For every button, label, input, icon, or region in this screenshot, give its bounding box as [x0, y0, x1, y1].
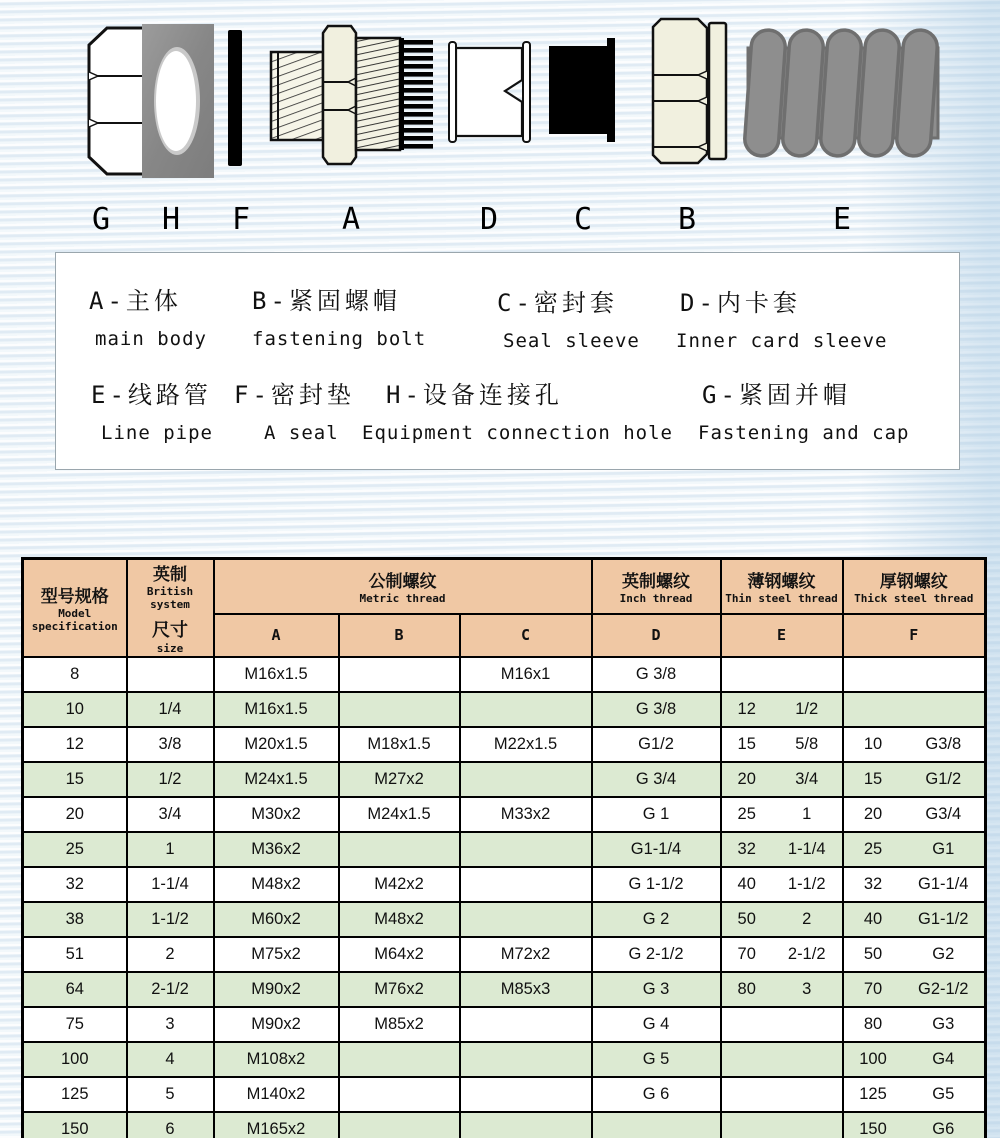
legend-item-c [497, 283, 640, 352]
subheader-c: C [460, 614, 592, 657]
legend-label-en: A seal [264, 422, 339, 444]
header-thin-steel-thread [721, 559, 843, 614]
cell-a: M90x2 [214, 972, 339, 1007]
cell-value: 70 [737, 944, 756, 963]
cell-d: G 4 [592, 1007, 721, 1042]
cell-c [460, 692, 592, 727]
legend-item-d [676, 283, 888, 352]
header-group-en: Metric thread [359, 592, 446, 606]
legend-label-cn: B-紧固螺帽 [252, 287, 401, 315]
table-row [23, 902, 986, 937]
table-row [23, 797, 986, 832]
part-label-f: F [232, 202, 251, 237]
header-model-en: Model specification [31, 607, 118, 634]
cell-e [721, 1042, 843, 1077]
cell-size: 6 [127, 1112, 214, 1138]
legend-label-en: Seal sleeve [503, 330, 640, 352]
cell-size: 2 [127, 937, 214, 972]
cell-value: 40 [737, 874, 756, 893]
part-e-line-pipe-illustration [740, 22, 945, 164]
cell-size: 3 [127, 1007, 214, 1042]
table-row [23, 832, 986, 867]
cell-f [843, 657, 986, 692]
cell-d: G 2-1/2 [592, 937, 721, 972]
header-british-en: British system [146, 585, 194, 612]
cell-value: G3/4 [925, 804, 962, 823]
cell-f [843, 902, 986, 937]
cell-value: 15 [863, 769, 883, 788]
part-label-c: C [574, 202, 593, 237]
cell-model: 8 [23, 657, 127, 692]
cell-c [460, 1042, 592, 1077]
cell-value: 25 [863, 839, 883, 858]
cell-f [843, 692, 986, 727]
part-label-b: B [678, 202, 697, 237]
table-row [23, 1112, 986, 1138]
cell-a: M16x1.5 [214, 692, 339, 727]
cell-value: 20 [863, 804, 883, 823]
subheader-a: A [214, 614, 339, 657]
part-label-e: E [833, 202, 852, 237]
cell-a: M90x2 [214, 1007, 339, 1042]
cell-value: 3/4 [795, 769, 819, 788]
legend-item-f [234, 375, 355, 444]
cell-f [843, 1042, 986, 1077]
cell-e [721, 692, 843, 727]
table-row [23, 657, 986, 692]
cell-c: M85x3 [460, 972, 592, 1007]
cell-value: 50 [737, 909, 756, 928]
cell-c [460, 902, 592, 937]
cell-model: 150 [23, 1112, 127, 1138]
cell-b: M48x2 [339, 902, 460, 937]
cell-value: 1-1/2 [787, 874, 826, 893]
header-thick-steel-thread [843, 559, 986, 614]
cell-f [843, 1112, 986, 1138]
cell-value: 125 [859, 1084, 887, 1103]
cell-model: 25 [23, 832, 127, 867]
header-metric-thread [214, 559, 592, 614]
cell-value: 32 [863, 874, 883, 893]
cell-size: 5 [127, 1077, 214, 1112]
part-f-seal-washer-illustration [227, 29, 243, 167]
cell-a: M36x2 [214, 832, 339, 867]
legend-label-cn: E-线路管 [91, 381, 212, 409]
header-group-cn: 英制螺纹 [622, 572, 691, 593]
cell-f [843, 762, 986, 797]
cell-d: G 3/8 [592, 692, 721, 727]
cell-c: M33x2 [460, 797, 592, 832]
cell-c [460, 867, 592, 902]
cell-d: G 2 [592, 902, 721, 937]
cell-b [339, 692, 460, 727]
cell-value: 25 [737, 804, 756, 823]
cell-model: 20 [23, 797, 127, 832]
legend-item-e [91, 375, 213, 444]
cell-c [460, 1077, 592, 1112]
table-row [23, 972, 986, 1007]
cell-value: 40 [863, 909, 883, 928]
cell-b: M27x2 [339, 762, 460, 797]
cell-size [127, 657, 214, 692]
part-label-d: D [480, 202, 499, 237]
cell-c [460, 832, 592, 867]
cell-a: M48x2 [214, 867, 339, 902]
cell-model: 32 [23, 867, 127, 902]
cell-b: M18x1.5 [339, 727, 460, 762]
cell-value: G1 [932, 839, 955, 858]
cell-value: G1-1/4 [918, 874, 969, 893]
cell-d [592, 1112, 721, 1138]
header-british-cn: 英制 [153, 565, 187, 586]
cell-f [843, 867, 986, 902]
cell-value: G5 [932, 1084, 955, 1103]
header-model [23, 559, 127, 657]
cell-value: G3/8 [925, 734, 962, 753]
cell-a: M30x2 [214, 797, 339, 832]
cell-a: M140x2 [214, 1077, 339, 1112]
cell-value: 1/2 [795, 699, 819, 718]
cell-value: 2-1/2 [787, 944, 826, 963]
cell-model: 51 [23, 937, 127, 972]
cell-value: 50 [863, 944, 883, 963]
cell-f [843, 727, 986, 762]
cell-f [843, 1007, 986, 1042]
cell-c: M16x1 [460, 657, 592, 692]
part-h-connection-hole-plate-illustration [142, 24, 214, 178]
header-group-cn: 公制螺纹 [368, 572, 437, 593]
cell-c [460, 1112, 592, 1138]
cell-d: G 1-1/2 [592, 867, 721, 902]
cell-b: M24x1.5 [339, 797, 460, 832]
cell-e [721, 1112, 843, 1138]
cell-c [460, 1007, 592, 1042]
table-row [23, 1077, 986, 1112]
cell-size: 3/4 [127, 797, 214, 832]
header-group-en: Inch thread [619, 592, 693, 606]
header-inch-thread [592, 559, 721, 614]
cell-model: 64 [23, 972, 127, 1007]
cell-value: G1/2 [925, 769, 962, 788]
cell-b: M76x2 [339, 972, 460, 1007]
cell-b: M64x2 [339, 937, 460, 972]
cell-model: 100 [23, 1042, 127, 1077]
header-size-en: size [156, 642, 184, 656]
legend-label-cn: F-密封垫 [234, 381, 355, 409]
cell-size: 1 [127, 832, 214, 867]
cell-f [843, 972, 986, 1007]
cell-a: M24x1.5 [214, 762, 339, 797]
cell-value: 100 [859, 1049, 887, 1068]
legend-label-en: Equipment connection hole [362, 422, 673, 444]
table-row [23, 727, 986, 762]
cell-value: 1-1/4 [787, 839, 826, 858]
cell-a: M60x2 [214, 902, 339, 937]
cell-e [721, 832, 843, 867]
cell-e [721, 797, 843, 832]
cell-e [721, 972, 843, 1007]
table-row [23, 867, 986, 902]
cell-value: 80 [863, 1014, 883, 1033]
legend-label-cn: A-主体 [89, 287, 182, 315]
cell-value: 12 [737, 699, 756, 718]
cell-value: 3 [802, 979, 812, 998]
header-british-size [127, 559, 214, 657]
part-label-a: A [342, 202, 361, 237]
legend-label-en: main body [95, 328, 207, 350]
cell-c [460, 762, 592, 797]
cell-b [339, 1112, 460, 1138]
spec-table-header [23, 559, 986, 657]
legend-item-g [698, 375, 910, 444]
table-row [23, 1042, 986, 1077]
header-size-cn: 尺寸 [152, 620, 188, 642]
cell-a: M165x2 [214, 1112, 339, 1138]
cell-value: 150 [859, 1119, 887, 1138]
cell-size: 1-1/4 [127, 867, 214, 902]
legend-label-cn: H-设备连接孔 [386, 381, 563, 409]
part-a-main-body-illustration [268, 20, 436, 170]
cell-c: M72x2 [460, 937, 592, 972]
table-row [23, 692, 986, 727]
cell-value: 70 [863, 979, 883, 998]
table-row [23, 937, 986, 972]
cell-model: 10 [23, 692, 127, 727]
cell-size: 2-1/2 [127, 972, 214, 1007]
cell-e [721, 902, 843, 937]
cell-d: G 3/8 [592, 657, 721, 692]
cell-a: M108x2 [214, 1042, 339, 1077]
cell-e [721, 1077, 843, 1112]
part-d-inner-card-sleeve-illustration [447, 40, 533, 144]
cell-d: G1/2 [592, 727, 721, 762]
cell-model: 75 [23, 1007, 127, 1042]
part-b-fastening-bolt-illustration [651, 17, 729, 165]
legend-label-en: fastening bolt [252, 328, 427, 350]
cell-a: M16x1.5 [214, 657, 339, 692]
cell-value: 1 [802, 804, 812, 823]
cell-f [843, 1077, 986, 1112]
cell-d: G 5 [592, 1042, 721, 1077]
part-c-seal-sleeve-illustration [547, 36, 623, 144]
legend-label-en: Fastening and cap [698, 422, 910, 444]
part-label-h: H [162, 202, 181, 237]
cell-d: G 3/4 [592, 762, 721, 797]
legend-label-en: Line pipe [101, 422, 213, 444]
cell-value: 20 [737, 769, 756, 788]
spec-table [21, 557, 987, 1138]
header-group-en: Thin steel thread [725, 592, 838, 606]
subheader-b: B [339, 614, 460, 657]
spec-table-body [23, 657, 986, 1138]
cell-a: M20x1.5 [214, 727, 339, 762]
legend-item-b [252, 281, 426, 350]
cell-value: G2-1/2 [918, 979, 969, 998]
cell-value: G6 [932, 1119, 955, 1138]
cell-value: 10 [863, 734, 883, 753]
cell-b: M85x2 [339, 1007, 460, 1042]
header-group-cn: 薄钢螺纹 [747, 572, 816, 593]
cell-f [843, 797, 986, 832]
cell-size: 4 [127, 1042, 214, 1077]
cell-value: G4 [932, 1049, 955, 1068]
cell-e [721, 867, 843, 902]
cell-size: 3/8 [127, 727, 214, 762]
legend-label-cn: C-密封套 [497, 289, 618, 317]
cell-b: M42x2 [339, 867, 460, 902]
table-row [23, 762, 986, 797]
cell-value: 80 [737, 979, 756, 998]
cell-model: 38 [23, 902, 127, 937]
table-row [23, 1007, 986, 1042]
legend-label-en: Inner card sleeve [676, 330, 888, 352]
cell-a: M75x2 [214, 937, 339, 972]
cell-size: 1/2 [127, 762, 214, 797]
subheader-d: D [592, 614, 721, 657]
cell-b [339, 1042, 460, 1077]
cell-model: 15 [23, 762, 127, 797]
cell-e [721, 1007, 843, 1042]
legend-item-h [362, 375, 673, 444]
cell-e [721, 657, 843, 692]
part-label-g: G [92, 202, 111, 237]
cell-model: 12 [23, 727, 127, 762]
subheader-e: E [721, 614, 843, 657]
cell-d: G 3 [592, 972, 721, 1007]
cell-value: 2 [802, 909, 812, 928]
parts-legend-box [55, 252, 960, 470]
cell-f [843, 832, 986, 867]
cell-c: M22x1.5 [460, 727, 592, 762]
cell-b [339, 832, 460, 867]
cell-value: 15 [737, 734, 756, 753]
cell-b [339, 1077, 460, 1112]
legend-label-cn: D-内卡套 [680, 289, 801, 317]
cell-model: 125 [23, 1077, 127, 1112]
cell-value: G2 [932, 944, 955, 963]
cell-value: G1-1/2 [918, 909, 969, 928]
legend-item-a [89, 281, 207, 350]
cell-value: G3 [932, 1014, 955, 1033]
cell-value: 5/8 [795, 734, 819, 753]
cell-b [339, 657, 460, 692]
cell-f [843, 937, 986, 972]
subheader-f: F [843, 614, 986, 657]
cell-e [721, 762, 843, 797]
cell-e [721, 727, 843, 762]
cell-size: 1-1/2 [127, 902, 214, 937]
cell-e [721, 937, 843, 972]
legend-label-cn: G-紧固并帽 [702, 381, 851, 409]
header-group-en: Thick steel thread [854, 592, 974, 606]
cell-d: G 6 [592, 1077, 721, 1112]
cell-d: G1-1/4 [592, 832, 721, 867]
cell-size: 1/4 [127, 692, 214, 727]
header-model-cn: 型号规格 [40, 587, 109, 608]
cell-value: 32 [737, 839, 756, 858]
cell-d: G 1 [592, 797, 721, 832]
header-group-cn: 厚钢螺纹 [879, 572, 948, 593]
